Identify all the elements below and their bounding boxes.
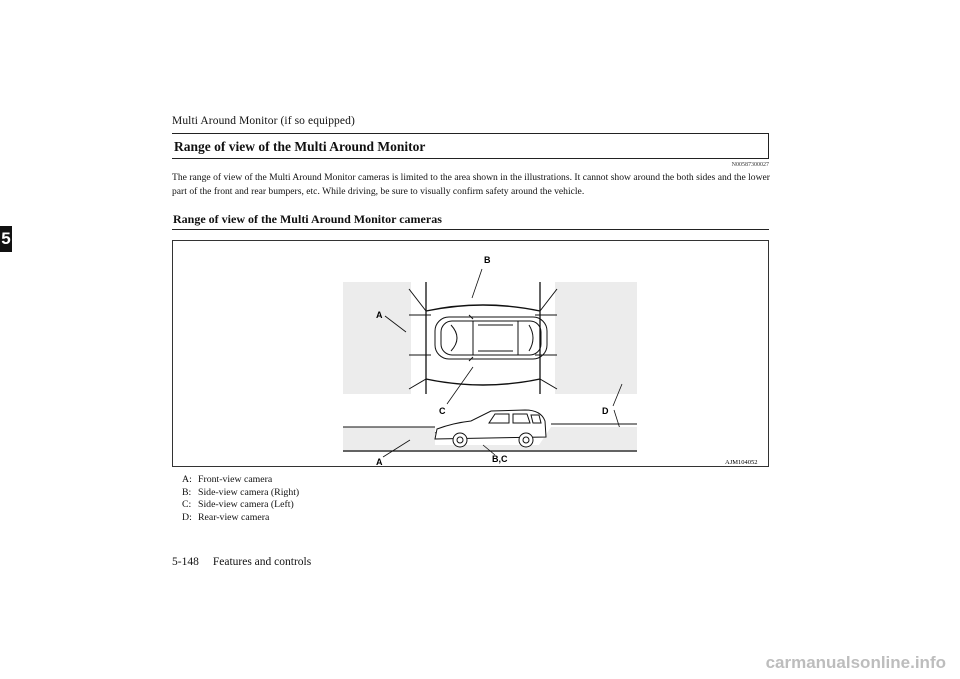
label-bc-side: B,C — [492, 454, 508, 464]
section-header — [172, 133, 769, 159]
label-a-side: A — [376, 457, 383, 467]
legend-item — [182, 499, 299, 512]
legend-key: C: — [182, 499, 192, 511]
body-paragraph: The range of view of the Multi Around Monitor cameras is limited to the area shown in the illustrations. It cannot show around the both sides and the lower part of the front and rear bumpers, etc. While driving, be sure to visually confirm safety around the vehicle. — [172, 172, 770, 197]
figure-legend — [182, 474, 299, 524]
legend-text: Rear-view camera — [198, 511, 270, 523]
page-number: 5-148 — [172, 556, 199, 568]
subheading — [172, 211, 769, 230]
legend-key: B: — [182, 486, 192, 498]
chapter-name: Features and controls — [212, 556, 312, 568]
legend-item — [182, 487, 299, 500]
chapter-tab: 5 — [0, 226, 12, 252]
label-d-top: D — [602, 406, 609, 416]
legend-item — [182, 512, 299, 525]
legend-text: Side-view camera (Left) — [198, 499, 294, 511]
label-b-top: B — [484, 255, 491, 265]
figure-id: AJM104052 — [725, 459, 758, 466]
reference-code: N00587300027 — [731, 162, 769, 168]
section-title: Range of view of the Multi Around Monitor — [174, 139, 426, 154]
subheading-title: Range of view of the Multi Around Monitor cameras — [173, 212, 442, 226]
label-c-top: C — [439, 406, 446, 416]
legend-text: Front-view camera — [198, 474, 273, 485]
legend-key: D: — [182, 511, 192, 523]
legend-text: Side-view camera (Right) — [198, 486, 300, 498]
camera-range-figure — [172, 240, 769, 467]
watermark: carmanualsonline.info — [765, 653, 946, 672]
legend-item — [182, 474, 299, 487]
label-a-top: A — [376, 310, 383, 320]
legend-key: A: — [182, 474, 192, 485]
camera-range-illustration — [173, 241, 770, 468]
page-footer — [172, 556, 311, 568]
running-head: Multi Around Monitor (if so equipped) — [172, 115, 355, 127]
